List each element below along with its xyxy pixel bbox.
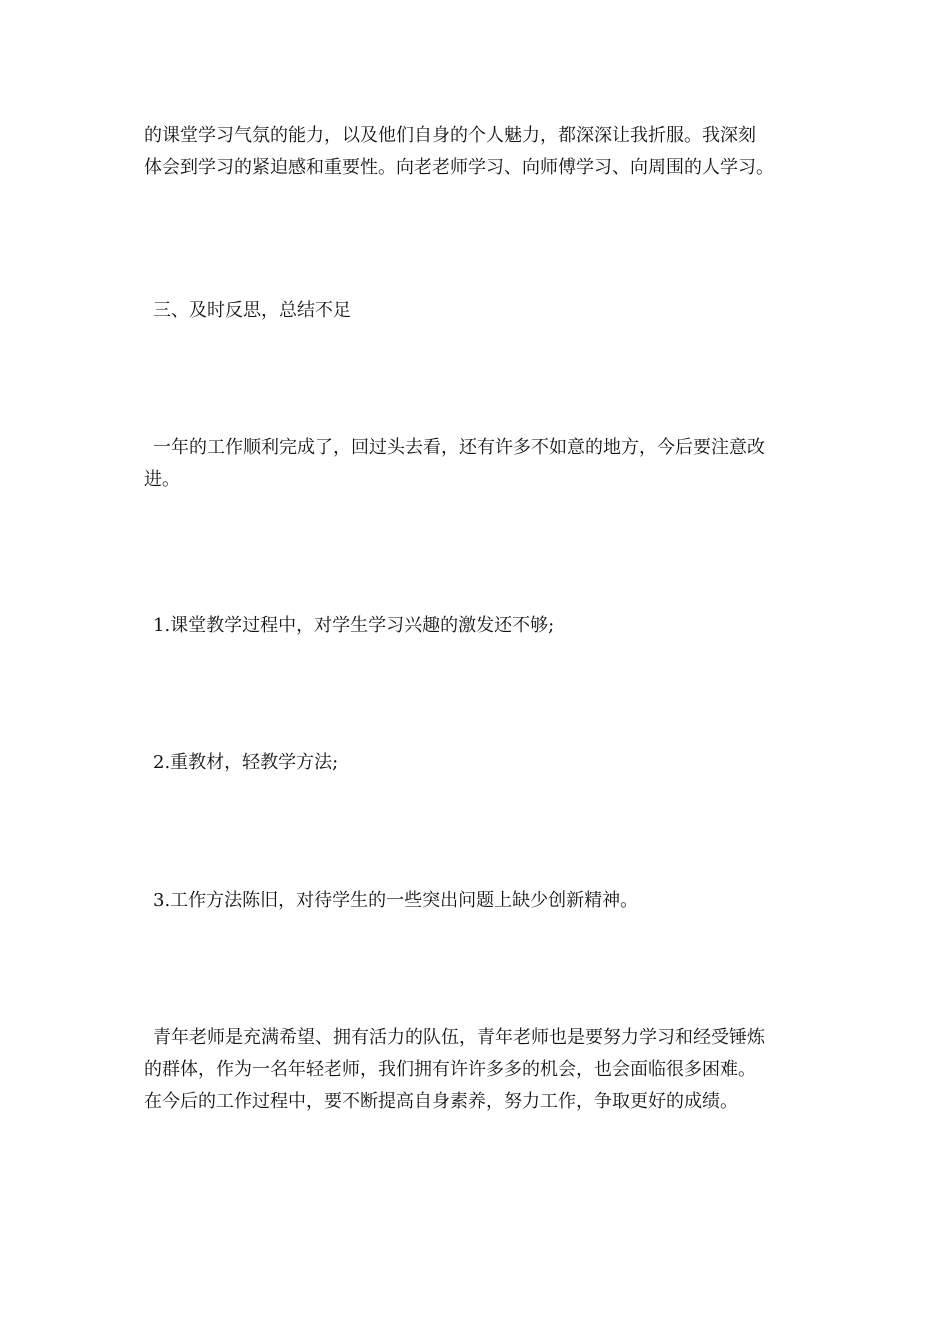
paragraph-line: 一年的工作顺利完成了，回过头去看，还有许多不如意的地方，今后要注意改	[153, 437, 765, 458]
list-item: 1.课堂教学过程中，对学生学习兴趣的激发还不够;	[153, 615, 555, 636]
section-heading: 三、及时反思，总结不足	[153, 300, 351, 321]
paragraph-line: 进。	[144, 469, 180, 490]
paragraph-conclusion	[144, 1022, 814, 1118]
paragraph-line: 青年老师是充满希望、拥有活力的队伍，青年老师也是要努力学习和经受锤炼	[153, 1027, 765, 1048]
paragraph-line: 在今后的工作过程中，要不断提高自身素养，努力工作，争取更好的成绩。	[144, 1091, 738, 1112]
paragraph-reflection	[144, 432, 814, 496]
paragraph-line: 的课堂学习气氛的能力，以及他们自身的个人魅力，都深深让我折服。我深刻	[144, 125, 756, 146]
list-item: 2.重教材，轻教学方法;	[153, 752, 339, 773]
list-item: 3.工作方法陈旧，对待学生的一些突出问题上缺少创新精神。	[153, 890, 639, 911]
paragraph-line: 体会到学习的紧迫感和重要性。向老老师学习、向师傅学习、向周围的人学习。	[144, 157, 774, 178]
paragraph-line: 的群体，作为一名年轻老师，我们拥有许许多多的机会，也会面临很多困难。	[144, 1059, 756, 1080]
paragraph-continuation	[144, 120, 814, 184]
